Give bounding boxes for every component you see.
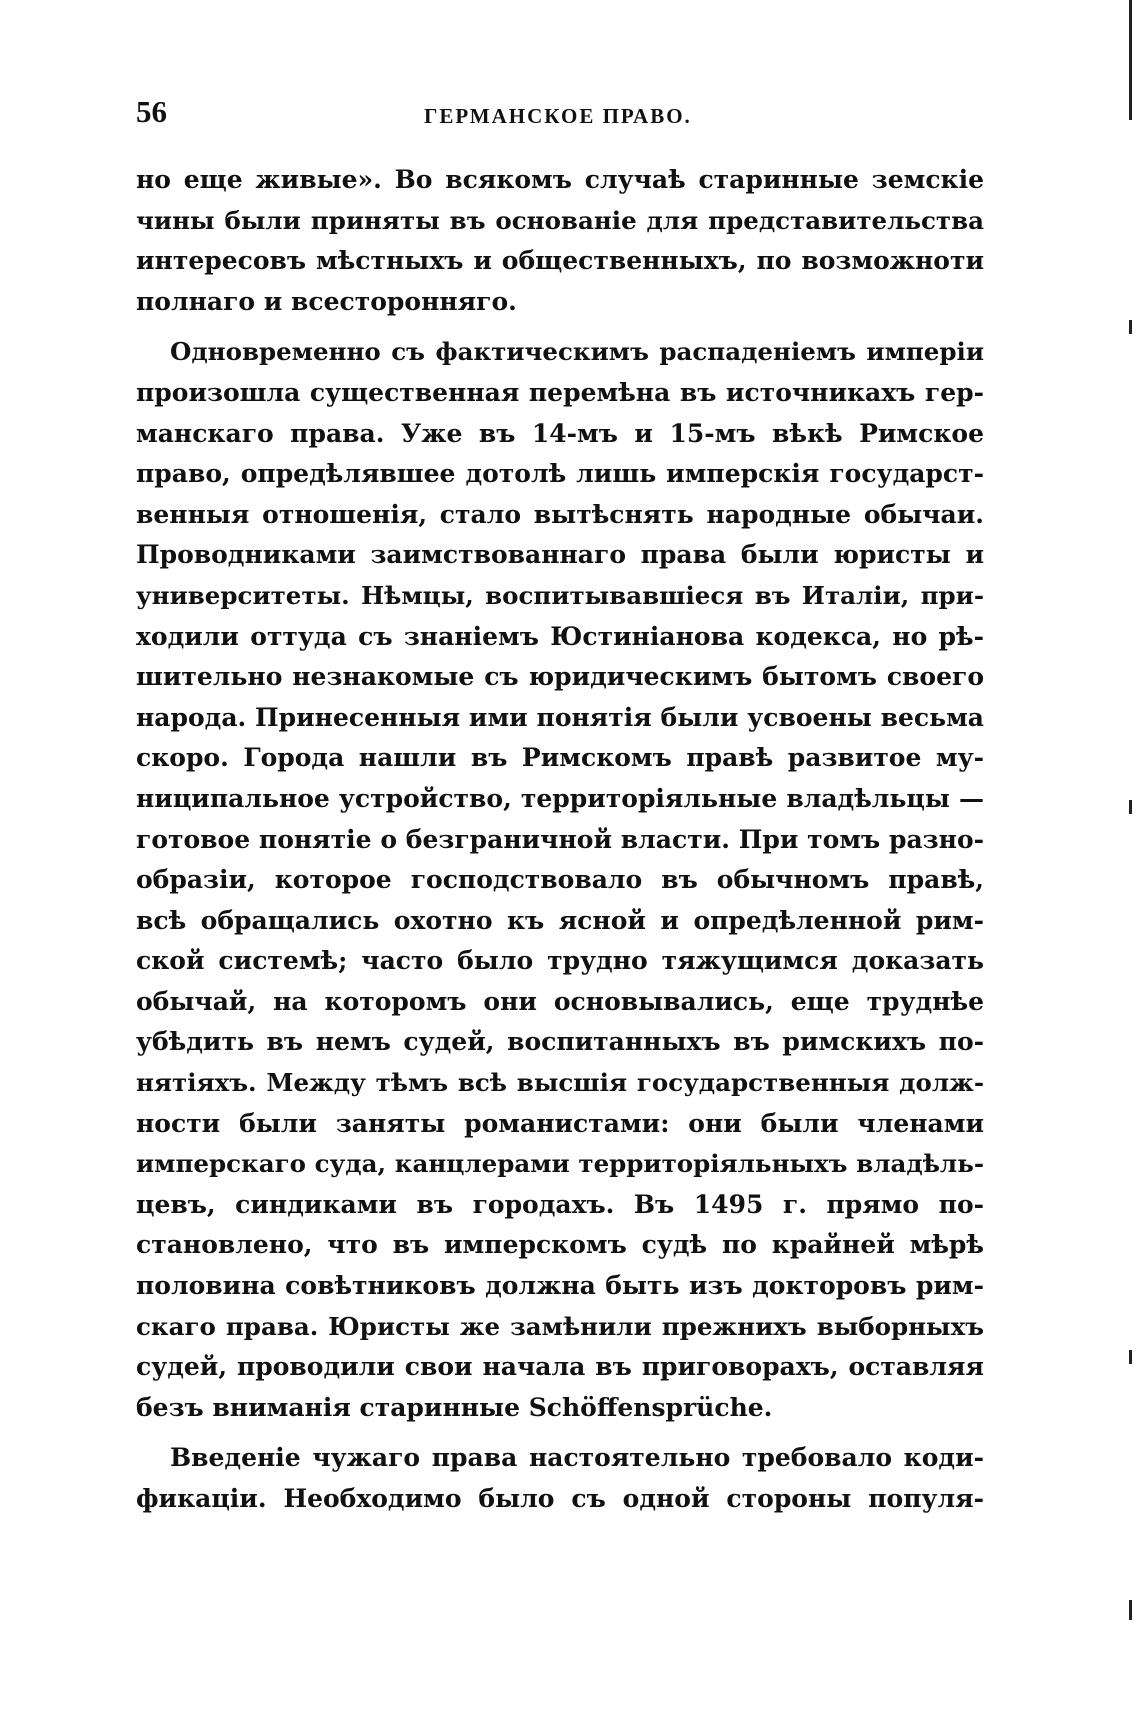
text-line: Введеніе чужаго права настоятельно требовало коди-	[170, 1443, 984, 1473]
page-number: 56	[136, 94, 167, 129]
text-line: произошла существенная перемѣна въ источникахъ гер-	[136, 377, 984, 407]
text-line: манскаго права. Уже въ 14-мъ и 15-мъ вѣкѣ Римское	[136, 418, 984, 448]
text-line: ниципальное устройство, территоріяльные владѣльцы —	[136, 783, 984, 813]
text-line: образіи, которое господствовало въ обычномъ правѣ,	[136, 865, 984, 895]
text-line: безъ вниманія старинные Schöffensprüche.	[136, 1392, 773, 1422]
text-line: но еще живые». Во всякомъ случаѣ старинные земскіе	[136, 165, 984, 194]
text-line: готовое понятіе о безграничной власти. При томъ разно-	[136, 824, 984, 854]
text-line: народа. Принесенныя ими понятія были усвоены весьма	[136, 702, 984, 732]
text-line: полнаго и всесторонняго.	[136, 286, 517, 316]
page-edge-mark	[1129, 1350, 1132, 1364]
text-line: всѣ обращались охотно къ ясной и опредѣленной рим-	[136, 905, 984, 935]
text-line: цевъ, синдиками въ городахъ. Въ 1495 г. прямо по-	[136, 1189, 984, 1219]
running-title: ГЕРМАНСКОЕ ПРАВО.	[424, 104, 692, 128]
text-line: становлено, что въ имперскомъ судѣ по крайней мѣрѣ	[136, 1230, 984, 1260]
text-line: скаго права. Юристы же замѣнили прежнихъ выборныхъ	[136, 1311, 984, 1341]
text-line: судей, проводили свои начала въ приговорахъ, оставляя	[136, 1352, 984, 1382]
text-line: венныя отношенія, стало вытѣснять народные обычаи.	[136, 499, 984, 529]
page-edge-mark	[1129, 0, 1132, 120]
text-line: ской системѣ; часто было трудно тяжущимся доказать	[136, 946, 984, 976]
text-line: Одновременно съ фактическимъ распаденіемъ имперіи	[170, 337, 984, 367]
text-line: Проводниками заимствованнаго права были юристы и	[136, 540, 984, 570]
text-line: право, опредѣлявшее дотолѣ лишь имперскія государст-	[136, 459, 984, 489]
text-line: шительно незнакомые съ юридическимъ бытомъ своего	[136, 662, 984, 692]
text-line: обычай, на которомъ они основывались, еще труднѣе	[136, 986, 984, 1016]
text-line: ности были заняты романистами: они были членами	[136, 1108, 984, 1138]
text-line: убѣдить въ немъ судей, воспитанныхъ въ римскихъ по-	[136, 1027, 984, 1057]
body-text	[136, 160, 984, 1580]
text-line: нятіяхъ. Между тѣмъ всѣ высшія государственныя долж-	[136, 1068, 984, 1098]
text-line: фикаціи. Необходимо было съ одной стороны популя-	[136, 1484, 984, 1513]
text-line: университеты. Нѣмцы, воспитывавшіеся въ Италіи, при-	[136, 580, 984, 610]
text-line: имперскаго суда, канцлерами территоріяльныхъ владѣль-	[136, 1149, 984, 1179]
page-edge-mark	[1129, 800, 1132, 814]
page-header	[136, 94, 984, 134]
text-line: ходили оттуда съ знаніемъ Юстиніанова кодекса, но рѣ-	[136, 621, 984, 651]
page-edge-mark	[1129, 1600, 1132, 1620]
text-line: чины были приняты въ основаніе для представительства	[136, 205, 984, 235]
page-edge-mark	[1129, 320, 1132, 334]
text-line: скоро. Города нашли въ Римскомъ правѣ развитое му-	[136, 743, 984, 773]
text-line: интересовъ мѣстныхъ и общественныхъ, по возможноти	[136, 246, 984, 276]
text-line: половина совѣтниковъ должна быть изъ докторовъ рим-	[136, 1271, 984, 1301]
